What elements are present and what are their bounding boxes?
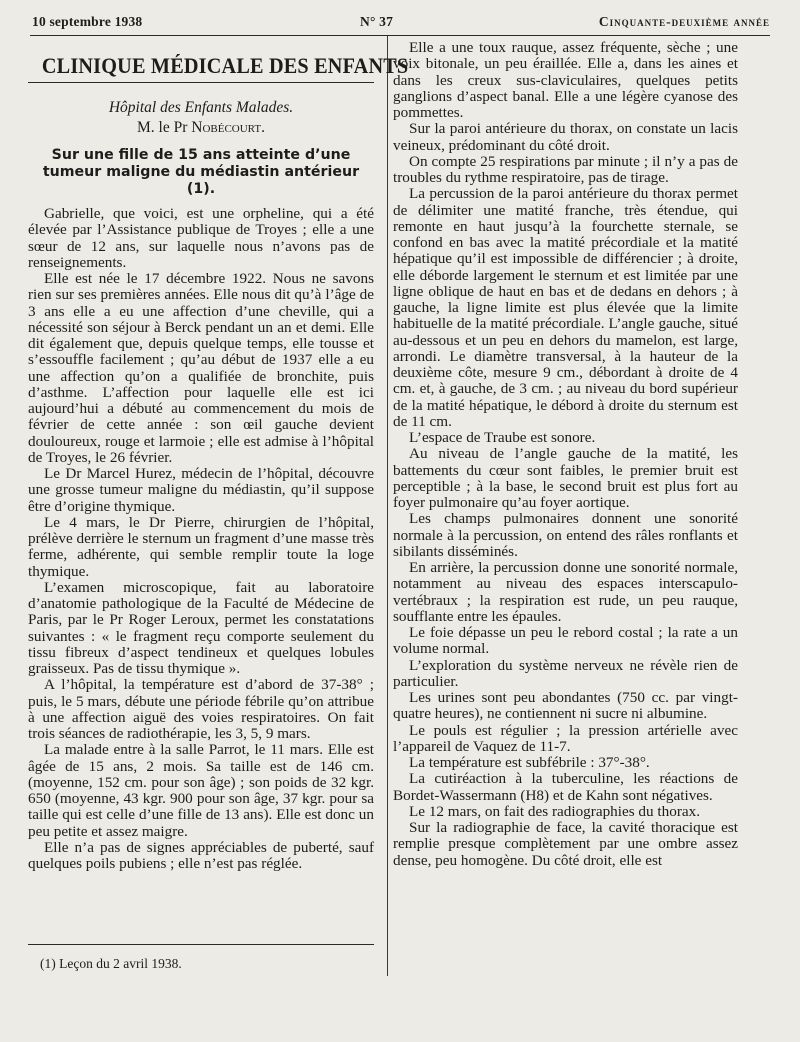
professor-prefix: M. le Pr [137,119,192,136]
publication-year: Cinquante-deuxième année [598,14,770,29]
footnote: (1) Leçon du 2 avril 1938. [40,956,182,971]
issue-number: N° 37 [360,14,394,29]
paragraph: Elle n’a pas de signes appréciables de puberté, sauf quelques poils pubiens ; elle n’est pas réglée. [28,838,374,872]
hospital-name: Hôpital des Enfants Malades. [108,99,294,116]
paragraph: Le 12 mars, on fait des radiographies du thorax. [409,802,701,820]
header-rule [30,35,770,36]
paragraph: Les champs pulmonaires donnent une sonorité normale à la percussion, on entend des râles ronflants et sibilants disséminés. [393,510,738,560]
paragraph: La température est subfébrile : 37°-38°. [409,754,650,771]
paragraph: Le 4 mars, le Dr Pierre, chirurgien de l’hôpital, prélève derrière le sternum un fragment d’une masse très ferme, adhérente, qui semble remplir toute la loge thymique. [28,513,374,580]
section-title: CLINIQUE MÉDICALE DES ENFANTS [41,53,409,78]
professor-line [28,119,374,137]
paragraph: Les urines sont peu abondantes (750 cc. par vingt-quatre heures), ne contiennent ni sucre ni albumine. [393,689,738,723]
paragraph: Le foie dépasse un peu le rebord costal ; la rate a un volume normal. [393,624,738,658]
paragraph: A l’hôpital, la température est d’abord de 37-38° ; puis, le 5 mars, débute une période fébrile qu’on attribue à une affection aiguë des voies respiratoires. On fait trois séances de radiothérapie, les 3, 5, 9 mars. [28,676,374,742]
lesson-title: Sur une fille de 15 ans atteinte d’une tumeur maligne du médiastin antérieur (1). [42,147,360,197]
paragraph: Elle est née le 17 décembre 1922. Nous ne savons rien sur ses premières années. Elle nous dit qu’à l’âge de 3 ans elle a eu une affection d’une cheville, qui a nécessité son séjour à Berck pendant un an et demi. Elle dit également que, depuis quelque temps, elle tousse et s’essouffle facilement ; qu’au début de 1937 elle a eu une affection qu’on a qualifiée de bronchite, puis d’asthme. L’affection pour laquelle elle est ici aujourd’hui a débuté au commencement du mois de février de cette année : son œil gauche devient douloureux, rouge et larmoie ; elle est admise à l’hôpital de Troyes, le 26 février. [28,270,374,466]
paragraph: Gabrielle, que voici, est une orpheline, qui a été élevée par l’Assistance publique de Troyes ; elle a une sœur de 12 ans, sur laquelle nous n’avons pas de renseignements. [28,205,374,271]
footnote-rule [28,944,374,945]
right-column [393,40,738,869]
paragraph: En arrière, la percussion donne une sonorité normale, notamment au niveau des espaces interscapulo-vertébraux ; la respiration est rude, un peu rauque, soufflante entre les épaules. [393,559,738,625]
paragraph: Elle a une toux rauque, assez fréquente, sèche ; une voix bitonale, un peu éraillée. Elle a, dans les aines et dans les creux sus-claviculaires, quelques petits ganglions d’aspect banal. Elle a une légère cyanose des pommettes. [393,39,738,121]
paragraph: Le Dr Marcel Hurez, médecin de l’hôpital, découvre une grosse tumeur maligne du médiastin, qu’il suppose être d’origine thymique. [28,465,374,515]
professor-name: Nobécourt. [191,119,265,136]
paragraph: L’examen microscopique, fait au laboratoire d’anatomie pathologique de la Faculté de Médecine de Paris, par le Pr Roger Leroux, permet les constatations suivantes : « le fragment reçu comporte seulement du tissu fibreux d’aspect tendineux et quelques lobules graisseux. Pas de tissu thymique ». [28,578,374,677]
left-column [28,40,409,872]
page-header [32,14,770,34]
paragraph: La cutiréaction à la tuberculine, les réactions de Bordet-Wassermann (H8) et de Kahn sont négatives. [393,770,738,804]
paragraph: Sur la paroi antérieure du thorax, on constate un lacis veineux, prédominant du côté droit. [393,120,738,154]
paragraph: La malade entre à la salle Parrot, le 11 mars. Elle est âgée de 15 ans, 2 mois. Sa taille est de 146 cm. (moyenne, 152 cm. pour son âge) ; son poids de 32 kgr. 650 (moyenne, 43 kgr. 900 pour son âge, 37 kgr. pour sa taille qui est celle d’une fille de 13 ans). Elle est donc un peu petite et assez maigre. [28,741,374,840]
paragraph: L’espace de Traube est sonore. [409,429,596,446]
issue-date: 10 septembre 1938 [32,14,143,29]
paragraph: L’exploration du système nerveux ne révèle rien de particulier. [393,656,738,690]
paragraph: La percussion de la paroi antérieure du thorax permet de délimiter une matité franche, très étendue, qui remonte en haut jusqu’à la fourchette sternale, se confond en bas avec la matité précordiale et la matité hépatique qu’il est impossible de différencier ; à droite, elle déborde largement le sternum et est limitée par une ligne oblique de haut en bas et de dedans en dehors ; à gauche, la ligne limite est plus élevée que la limite habituelle de la matité précordiale. L’angle gauche, situé au-dessous et un peu en dehors du mamelon, est large, arrondi. Le diamètre transversal, à la hauteur de la deuxième côte, mesure 9 cm., débordant à droite de 4 cm. et, à gauche, de 3 cm. ; au niveau du bord supérieur de la matité hépatique, le débord à droite du sternum est de 11 cm. [393,185,738,430]
paragraph: Le pouls est régulier ; la pression artérielle avec l’appareil de Vaquez de 11-7. [393,721,738,755]
paragraph: Sur la radiographie de face, la cavité thoracique est remplie presque complètement par une ombre assez dense, peu homogène. Du côté droit, elle est [393,819,738,869]
section-title-rule [28,82,374,83]
column-divider [387,36,388,976]
paragraph: Au niveau de l’angle gauche de la matité, les battements du cœur sont faibles, le premier bruit est perceptible ; à la base, le second bruit est plus fort au foyer pulmonaire qu’au foyer aortique. [393,445,738,511]
paragraph: On compte 25 respirations par minute ; il n’y a pas de troubles du rythme respiratoire, pas de tirage. [393,152,738,186]
